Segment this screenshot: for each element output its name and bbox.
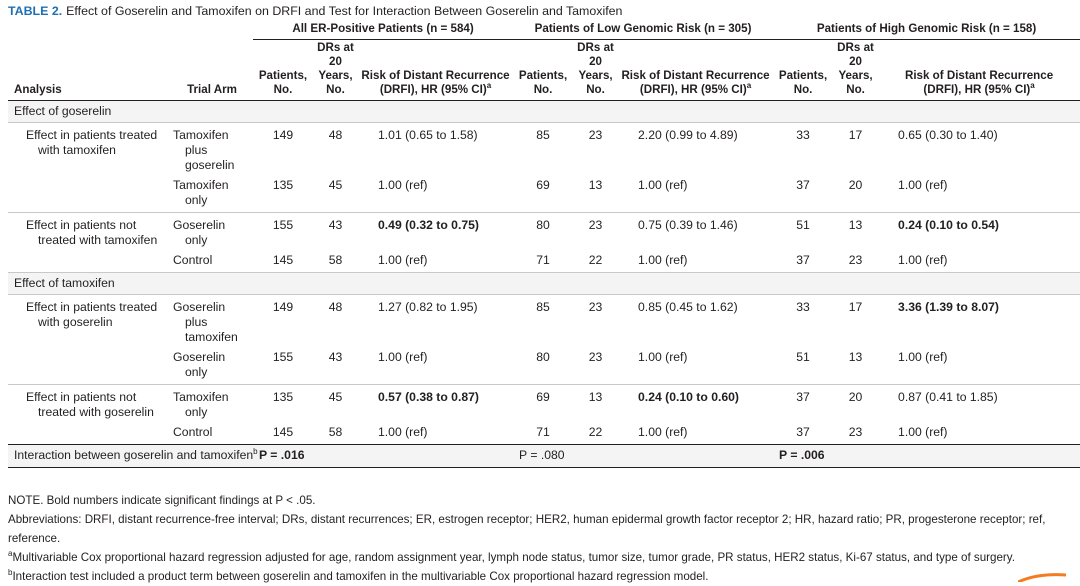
cell: 2.20 (0.99 to 4.89) (638, 128, 738, 142)
cell: 1.00 (ref) (618, 248, 773, 273)
cell: 155 (253, 345, 313, 385)
cell: 135 (272, 390, 294, 404)
cell: 71 (536, 425, 550, 439)
section-label: Effect of tamoxifen (8, 273, 1080, 295)
cell: 69 (536, 390, 550, 404)
table-notes (8, 491, 1078, 586)
cell: 48 (328, 128, 343, 142)
cell: 1.00 (ref) (898, 425, 948, 439)
cell: 145 (253, 248, 313, 273)
cell: 23 (588, 128, 603, 142)
cell-significant: 0.24 (0.10 to 0.60) (638, 390, 739, 404)
table-row (8, 295, 1080, 346)
corner-mark-icon (1018, 573, 1066, 582)
trial-arm-cell: Tamoxifen only (173, 390, 229, 419)
cell: 43 (313, 345, 358, 385)
cell: 71 (513, 248, 573, 273)
cell: 1.00 (ref) (358, 345, 513, 385)
cell: 17 (848, 300, 863, 314)
group-header-high: Patients of High Genomic Risk (n = 158) (773, 20, 1080, 40)
group-header-row (8, 20, 1080, 40)
column-header-row (8, 40, 1080, 101)
trial-arm-cell: Goserelin only (173, 218, 226, 247)
cell: 22 (573, 248, 618, 273)
table-caption (8, 4, 622, 18)
col-trial-arm: Trial Arm (171, 40, 253, 101)
group-header-low: Patients of Low Genomic Risk (n = 305) (513, 20, 773, 40)
cell-significant: 0.24 (0.10 to 0.54) (898, 218, 999, 232)
trial-arm-cell: Control (173, 425, 213, 439)
group-header-all: All ER-Positive Patients (n = 584) (253, 20, 513, 40)
cell: 17 (848, 128, 863, 142)
cell: 13 (573, 173, 618, 213)
col-patients: Patients, No. (513, 40, 573, 101)
section-label: Effect of goserelin (8, 101, 1080, 123)
table-row (8, 213, 1080, 249)
analysis-cell: Effect in patients not treated with goserelin (26, 390, 154, 419)
cell: 33 (796, 128, 810, 142)
cell: 51 (796, 218, 810, 232)
cell: 0.87 (0.41 to 1.85) (898, 390, 998, 404)
cell: 23 (588, 218, 603, 232)
cell: 13 (848, 218, 863, 232)
cell: 69 (513, 173, 573, 213)
col-drs: DRs at 20 Years, No. (833, 40, 878, 101)
cell: 37 (796, 425, 810, 439)
cell: 1.27 (0.82 to 1.95) (378, 300, 478, 314)
cell: 1.00 (ref) (878, 173, 1080, 213)
interaction-p-high: P = .006 (773, 445, 1080, 468)
interaction-p-low: P = .080 (513, 445, 773, 468)
analysis-cell: Effect in patients treated with goserelin (8, 295, 171, 385)
cell: 1.00 (ref) (618, 173, 773, 213)
cell: 23 (588, 300, 603, 314)
analysis-cell: Effect in patients not treated with tamoxifen (8, 213, 171, 273)
col-patients: Patients, No. (773, 40, 833, 101)
cell: 1.00 (ref) (638, 425, 688, 439)
cell: 58 (313, 248, 358, 273)
cell: 37 (773, 248, 833, 273)
cell-significant: 0.57 (0.38 to 0.87) (378, 390, 479, 404)
cell: 85 (536, 128, 550, 142)
trial-arm-cell: Tamoxifen only (171, 173, 253, 213)
cell: 23 (573, 345, 618, 385)
interaction-p-all: P = .016 (253, 445, 513, 468)
table-title: Effect of Goserelin and Tamoxifen on DRFI and Test for Interaction Between Goserelin and Tamoxifen (66, 4, 623, 18)
cell: 37 (773, 173, 833, 213)
footnote-a: $^a$Multivariable Cox proportional hazard regression adjusted for age, random assignment year, lymph node status, tumor size, tumor grade, PR status, HER2 status, Ki-67 status, and type of surgery. (8, 549, 1015, 564)
col-risk: Risk of Distant Recurrence (DRFI), HR (95% CI)$^a$ (878, 40, 1080, 101)
cell: 1.01 (0.65 to 1.58) (378, 128, 478, 142)
cell-significant: 3.36 (1.39 to 8.07) (898, 300, 999, 314)
trial-arm-cell: Goserelin plus tamoxifen (173, 300, 238, 344)
cell: 51 (773, 345, 833, 385)
cell: 1.00 (ref) (358, 173, 513, 213)
table-label: TABLE 2. (8, 4, 63, 18)
cell: 13 (833, 345, 878, 385)
cell: 37 (796, 390, 810, 404)
cell: 45 (328, 390, 343, 404)
cell: 23 (833, 248, 878, 273)
section-row-goserelin (8, 101, 1080, 123)
cell: 80 (513, 345, 573, 385)
cell: 45 (313, 173, 358, 213)
cell: 33 (796, 300, 810, 314)
interaction-row (8, 445, 1080, 468)
trial-arm-cell: Control (171, 248, 253, 273)
cell-significant: 0.49 (0.32 to 0.75) (378, 218, 479, 232)
cell: 23 (848, 425, 863, 439)
col-drs: DRs at 20 Years, No. (573, 40, 618, 101)
col-risk: Risk of Distant Recurrence (DRFI), HR (95% CI)$^a$ (618, 40, 773, 101)
cell: 155 (272, 218, 294, 232)
section-row-tamoxifen (8, 273, 1080, 295)
cell: 1.00 (ref) (618, 345, 773, 385)
col-drs: DRs at 20 Years, No. (313, 40, 358, 101)
note-line: NOTE. Bold numbers indicate significant findings at P < .05. (8, 494, 316, 507)
cell: 0.75 (0.39 to 1.46) (638, 218, 738, 232)
cell: 22 (588, 425, 603, 439)
cell: 149 (272, 128, 294, 142)
cell: 13 (588, 390, 603, 404)
col-risk: Risk of Distant Recurrence (DRFI), HR (95% CI)$^a$ (358, 40, 513, 101)
cell: 48 (328, 300, 343, 314)
cell: 0.65 (0.30 to 1.40) (898, 128, 998, 142)
analysis-cell: Effect in patients treated with tamoxifen (8, 123, 171, 213)
cell: 20 (833, 173, 878, 213)
cell: 20 (848, 390, 863, 404)
abbreviations-line: Abbreviations: DRFI, distant recurrence-free interval; DRs, distant recurrences; ER, estrogen receptor; HER2, human epidermal growth factor receptor 2; HR, hazard ratio; PR, progesterone receptor; ref, reference. (8, 513, 1046, 545)
cell: 80 (536, 218, 550, 232)
trial-arm-cell: Goserelin only (171, 345, 253, 385)
table-row (8, 123, 1080, 174)
cell: 43 (328, 218, 343, 232)
col-analysis: Analysis (8, 40, 171, 101)
col-patients: Patients, No. (253, 40, 313, 101)
cell: 58 (328, 425, 343, 439)
cell: 0.85 (0.45 to 1.62) (638, 300, 738, 314)
results-table (8, 20, 1080, 468)
table-row (8, 385, 1080, 421)
cell: 1.00 (ref) (878, 345, 1080, 385)
cell: 1.00 (ref) (878, 248, 1080, 273)
footnote-b: $^b$Interaction test included a product term between goserelin and tamoxifen in the multivariable Cox proportional hazard regression model. (8, 568, 709, 583)
cell: 149 (272, 300, 294, 314)
cell: 1.00 (ref) (358, 248, 513, 273)
cell: 85 (536, 300, 550, 314)
trial-arm-cell: Tamoxifen plus goserelin (173, 128, 235, 172)
cell: 135 (253, 173, 313, 213)
cell: 1.00 (ref) (378, 425, 428, 439)
interaction-label: Interaction between goserelin and tamoxifen$^b$ (8, 445, 253, 468)
cell: 145 (272, 425, 294, 439)
